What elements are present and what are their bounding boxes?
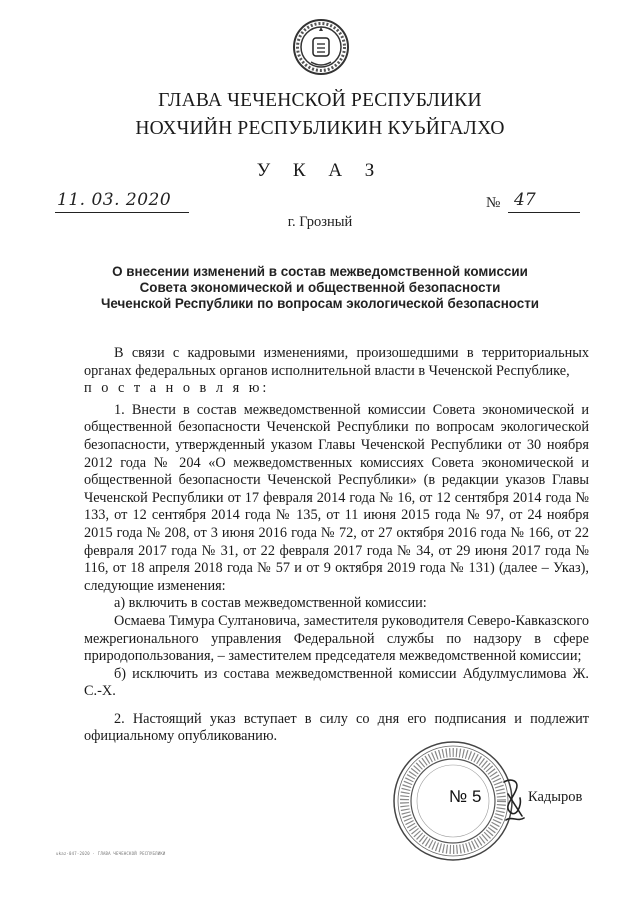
decree-word: п о с т а н о в л я ю: — [84, 380, 270, 397]
item-1a: а) включить в состав межведомственной комиссии: — [114, 595, 427, 612]
number-sign: № — [486, 195, 501, 211]
item-2: 2. Настоящий указ вступает в силу со дня его подписания и подлежит официальному опубликованию. — [84, 710, 589, 745]
item-1b: б) исключить из состава межведомственной комиссии Абдулмуслимова Ж. С.-Х. — [84, 665, 589, 700]
document-number: 47 — [514, 190, 536, 210]
item-1a-person: Осмаева Тимура Султановича, заместителя руководителя Северо-Кавказского межрегионального управления Федеральной службы по надзору в сфере природопользования, – заместителем председателя межведомственной комиссии; — [84, 612, 589, 665]
item-1: 1. Внести в состав межведомственной комиссии Совета экономической и общественной безопасности Чеченской Республики по вопросам экологической безопасности, утвержденный указом Главы Чеченской Республики от 30 ноября 2012 года № 204 «О межведомственных комиссиях Совета экономической и общественной безопасности Чеченской Республики» (в редакции указов Главы Чеченской Республики от 17 февраля 2014 года № 16, от 12 сентября 2014 года № 133, от 12 сентября 2014 года № 135, от 11 июня 2015 года № 97, от 24 ноября 2015 года № 208, от 3 июня 2016 года № 72, от 27 октября 2016 года № 166, от 22 февраля 2017 года № 31, от 22 февраля 2017 года № 34, от 29 июня 2017 года № 116, от 18 апреля 2018 года № 57 и от 9 октября 2019 года № 131) (далее – Указ), следующие изменения: — [84, 401, 589, 594]
document-body — [84, 345, 589, 746]
seal-number: № 5 — [449, 787, 482, 806]
title-line: Совета экономической и общественной безопасности — [139, 280, 501, 295]
title-line: О внесении изменений в состав межведомственной комиссии — [112, 264, 528, 279]
issuer-title-russian: ГЛАВА ЧЕЧЕНСКОЙ РЕСПУБЛИКИ — [158, 90, 482, 111]
footer-note: ukaz-047-2020 · ГЛАВА ЧЕЧЕНСКОЙ РЕСПУБЛИКИ — [56, 851, 166, 856]
number-field — [508, 190, 580, 213]
signer-name: Кадыров — [528, 789, 583, 805]
document-title — [60, 264, 580, 312]
issuer-title-chechen: НОХЧИЙН РЕСПУБЛИКИН КУЬЙГАЛХО — [135, 118, 505, 139]
coat-of-arms-icon — [292, 18, 350, 76]
title-line: Чеченской Республики по вопросам экологической безопасности — [100, 296, 540, 311]
date-field — [55, 190, 189, 213]
intro-paragraph: В связи с кадровыми изменениями, произошедшими в территориальных органах федеральных органов исполнительной власти в Чеченской Республике, — [84, 345, 589, 379]
document-type: У К А З — [256, 160, 384, 181]
document-date: 11. 03. 2020 — [57, 190, 172, 210]
city: г. Грозный — [287, 214, 353, 230]
handwritten-signature-icon — [500, 776, 526, 826]
